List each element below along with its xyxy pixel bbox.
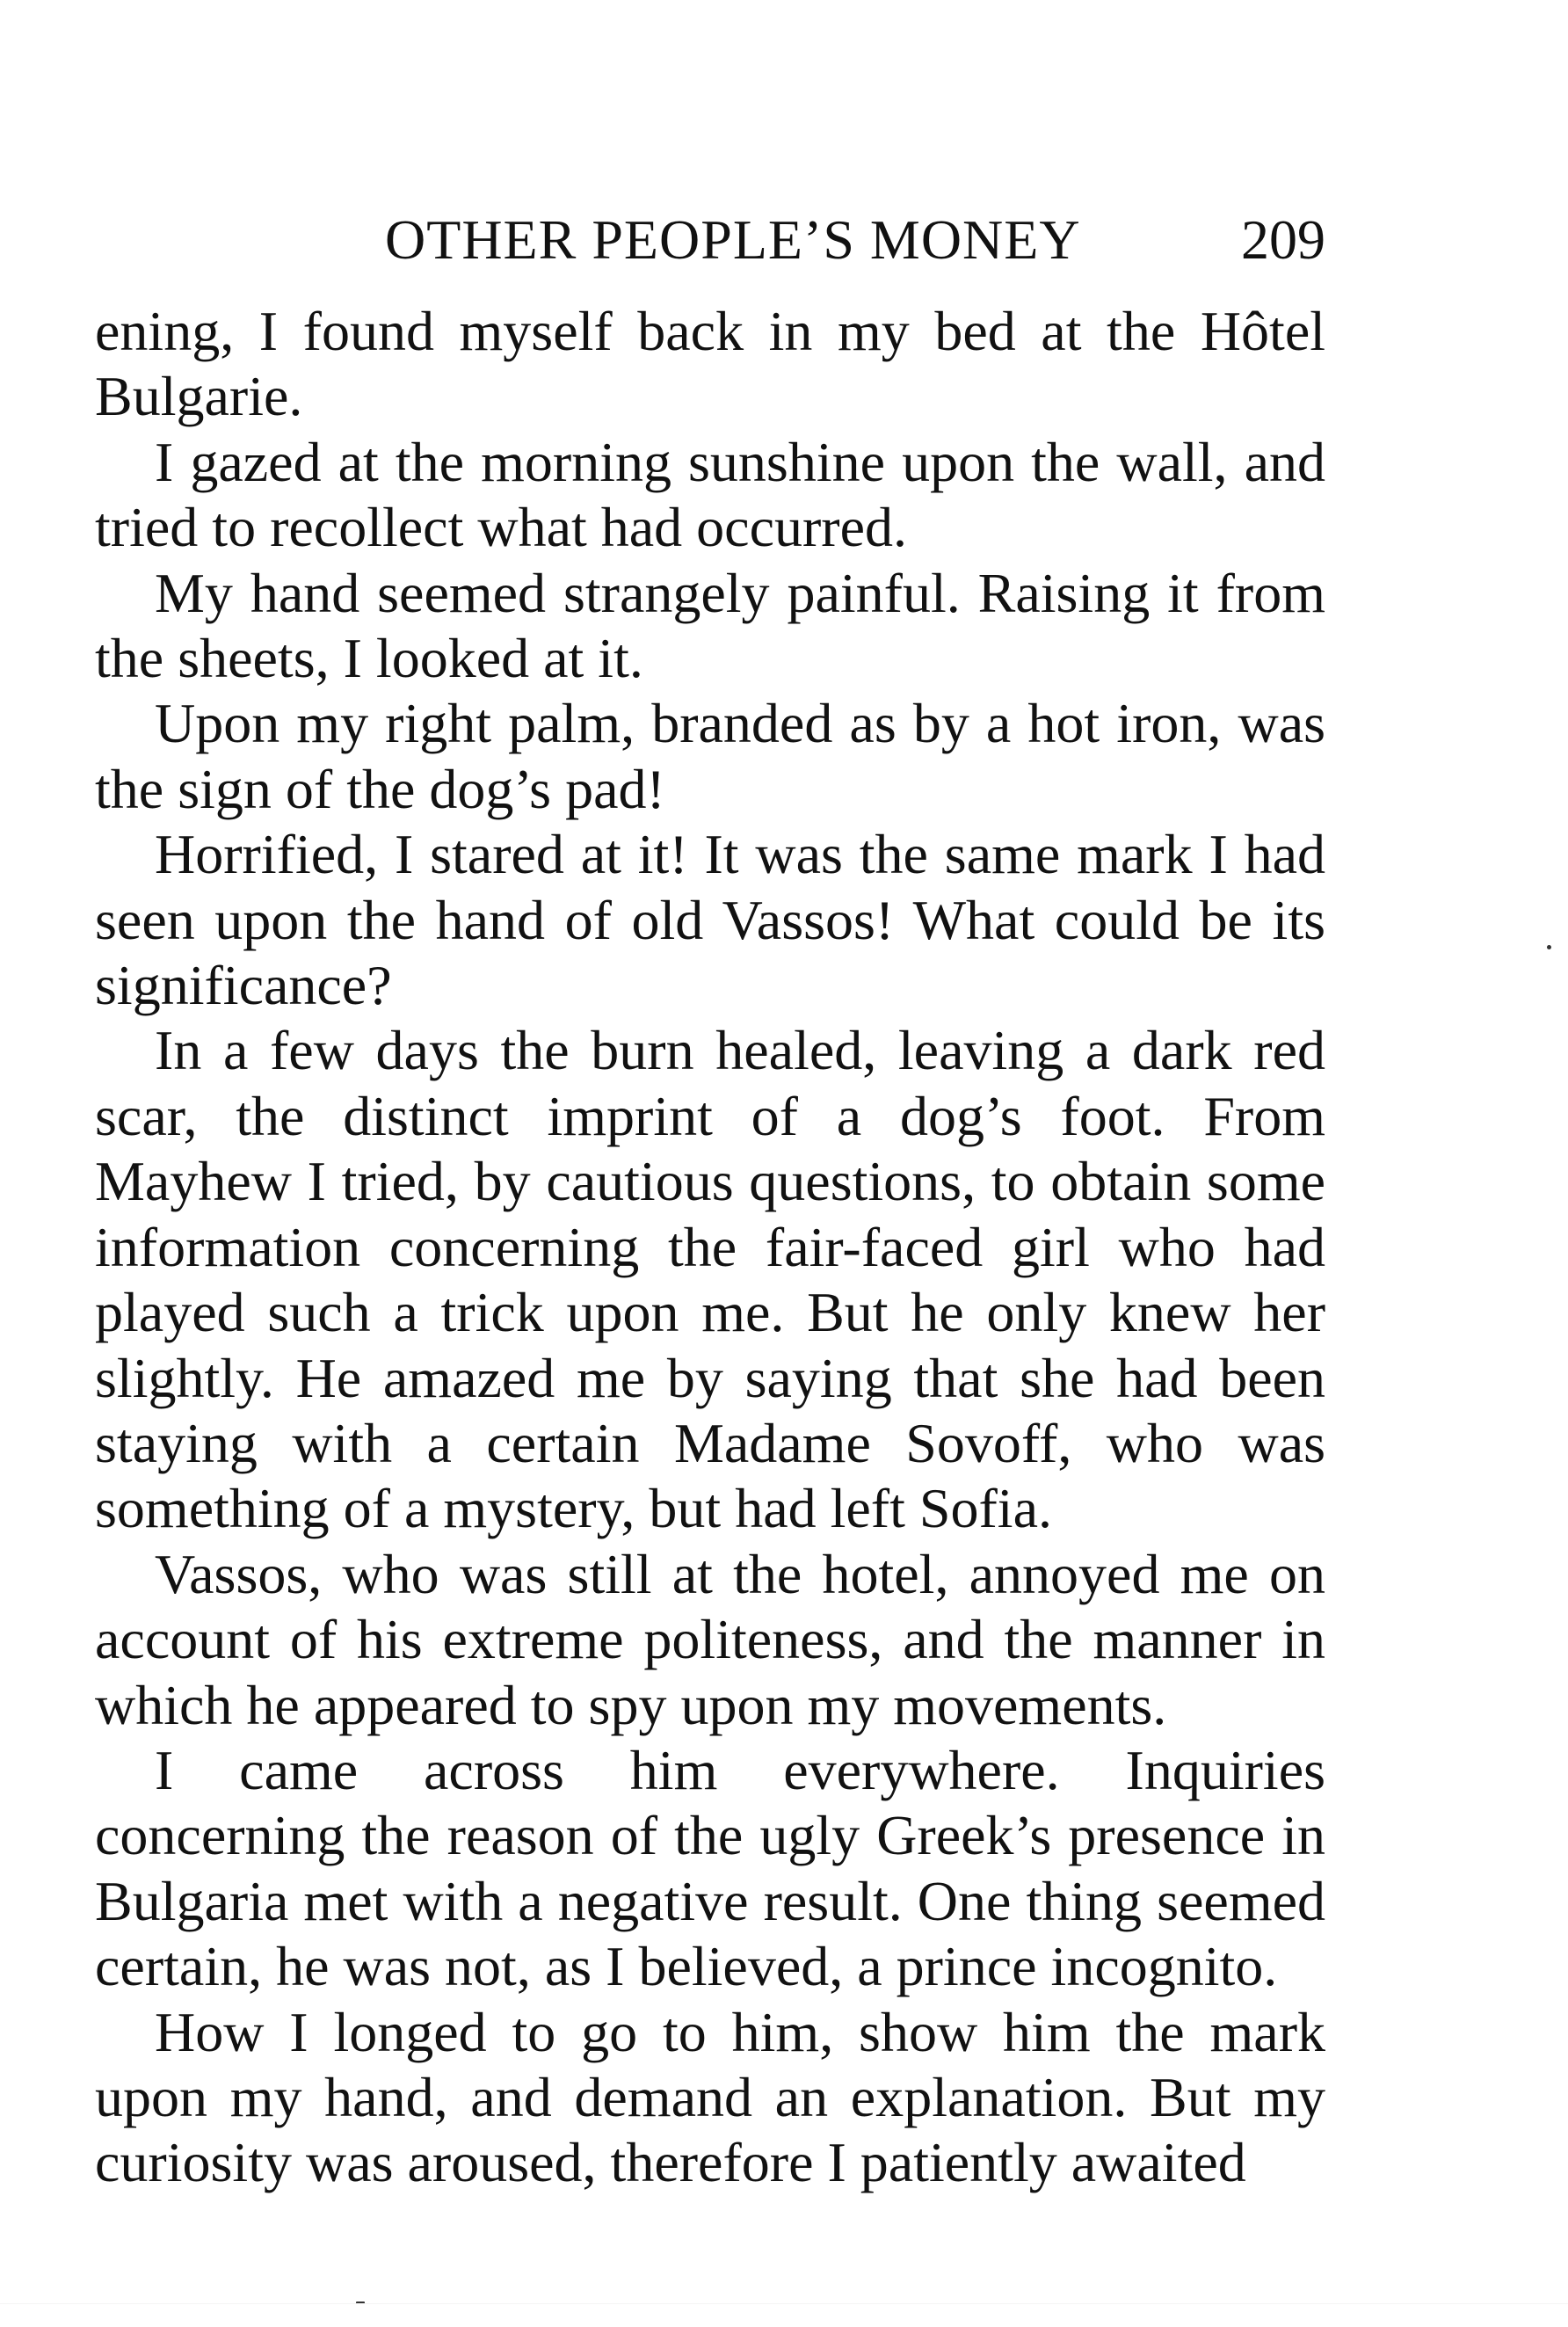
paragraph: Horrified, I stared at it! It was the same mark I had seen upon the hand of old Vassos! What could be its significance?	[95, 823, 1325, 1017]
scan-speck	[1547, 945, 1551, 949]
paragraph: ening, I found myself back in my bed at the Hôtel Bulgarie.	[95, 300, 1325, 428]
running-title: OTHER PEOPLE’S MONEY	[385, 208, 1081, 271]
scan-edge	[0, 2303, 1568, 2304]
paragraph: Upon my right palm, branded as by a hot iron, was the sign of the dog’s pad!	[95, 692, 1325, 820]
paragraph: In a few days the burn healed, leaving a dark red scar, the distinct imprint of a dog’s foot. From Mayhew I tried, by cautious questions, to obtain some information concerning the fair-faced girl who had played such a trick upon me. But he only knew her slightly. He amazed me by saying that she had been staying with a certain Madame Sovoff, who was something of a mystery, but had left Sofia.	[95, 1019, 1325, 1540]
body-text	[95, 299, 1325, 2196]
paragraph: I gazed at the morning sunshine upon the wall, and tried to recollect what had occurred.	[95, 430, 1325, 559]
paragraph: How I longed to go to him, show him the mark upon my hand, and demand an explanation. But my curiosity was aroused, therefore I patiently awaited	[95, 2000, 1325, 2194]
running-header	[95, 200, 1325, 280]
paragraph: I came across him everywhere. Inquiries concerning the reason of the ugly Greek’s presence in Bulgaria met with a negative result. One thing seemed certain, he was not, as I believed, a prince incognito.	[95, 1738, 1325, 1998]
paragraph: My hand seemed strangely painful. Raising it from the sheets, I looked at it.	[95, 561, 1325, 690]
page-number: 209	[1241, 208, 1325, 271]
paragraph: Vassos, who was still at the hotel, annoyed me on account of his extreme politeness, and the manner in which he appeared to spy upon my movements.	[95, 1542, 1325, 1736]
